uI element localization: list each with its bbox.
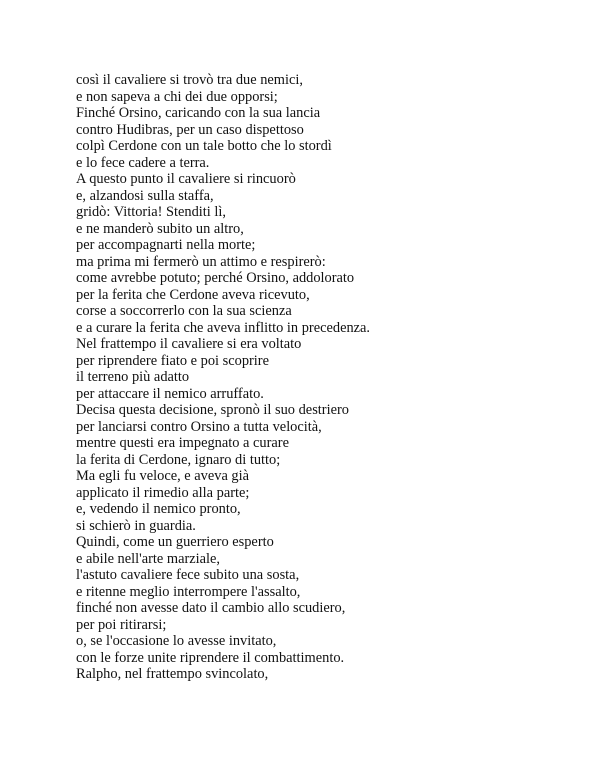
poem-line: corse a soccorrerlo con la sua scienza [76,303,292,319]
poem-line: Nel frattempo il cavaliere si era voltato [76,336,302,352]
poem-line: l'astuto cavaliere fece subito una sosta, [76,567,300,583]
poem-text [76,72,576,683]
poem-line: con le forze unite riprendere il combattimento. [76,649,345,666]
poem-line: e non sapeva a chi dei due opporsi; [76,88,278,105]
poem-line: Finché Orsino, caricando con la sua lancia [76,105,321,121]
poem-line: o, se l'occasione lo avesse invitato, [76,633,277,649]
poem-line: Ralpho, nel frattempo svincolato, [76,666,269,682]
poem-line: A questo punto il cavaliere si rincuorò [76,171,296,187]
poem-line: ma prima mi fermerò un attimo e respirerò: [76,253,326,270]
poem-line: per poi ritirarsi; [76,616,167,633]
poem-line: finché non avesse dato il cambio allo scudiero, [76,600,346,616]
poem-line: contro Hudibras, per un caso dispettoso [76,121,304,138]
poem-line: Ma egli fu veloce, e aveva già [76,468,250,484]
poem-line: Decisa questa decisione, spronò il suo destriero [76,402,349,418]
poem-line: e a curare la ferita che aveva inflitto in precedenza. [76,319,371,336]
poem-line: come avrebbe potuto; perché Orsino, addolorato [76,270,355,286]
poem-line: si schierò in guardia. [76,517,196,534]
poem-line: e lo fece cadere a terra. [76,154,210,171]
poem-line: per lanciarsi contro Orsino a tutta velocità, [76,418,322,435]
poem-line: e, alzandosi sulla staffa, [76,187,214,204]
poem-line: così il cavaliere si trovò tra due nemici, [76,72,303,88]
poem-line: per accompagnarti nella morte; [76,237,256,253]
poem-line: e ne manderò subito un altro, [76,220,244,237]
poem-line: applicato il rimedio alla parte; [76,484,250,501]
poem-line: e, vedendo il nemico pronto, [76,501,241,517]
poem-line: per la ferita che Cerdone aveva ricevuto, [76,286,310,303]
poem-line: la ferita di Cerdone, ignaro di tutto; [76,451,281,468]
poem-line: il terreno più adatto [76,369,190,385]
poem-line: per attaccare il nemico arruffato. [76,385,264,402]
poem-line: gridò: Vittoria! Stenditi lì, [76,204,226,220]
poem-line: mentre questi era impegnato a curare [76,435,289,451]
poem-line: Quindi, come un guerriero esperto [76,534,274,550]
poem-line: e ritenne meglio interrompere l'assalto, [76,583,301,600]
poem-line: e abile nell'arte marziale, [76,550,221,567]
poem-line: colpì Cerdone con un tale botto che lo stordì [76,138,332,154]
poem-line: per riprendere fiato e poi scoprire [76,352,269,369]
